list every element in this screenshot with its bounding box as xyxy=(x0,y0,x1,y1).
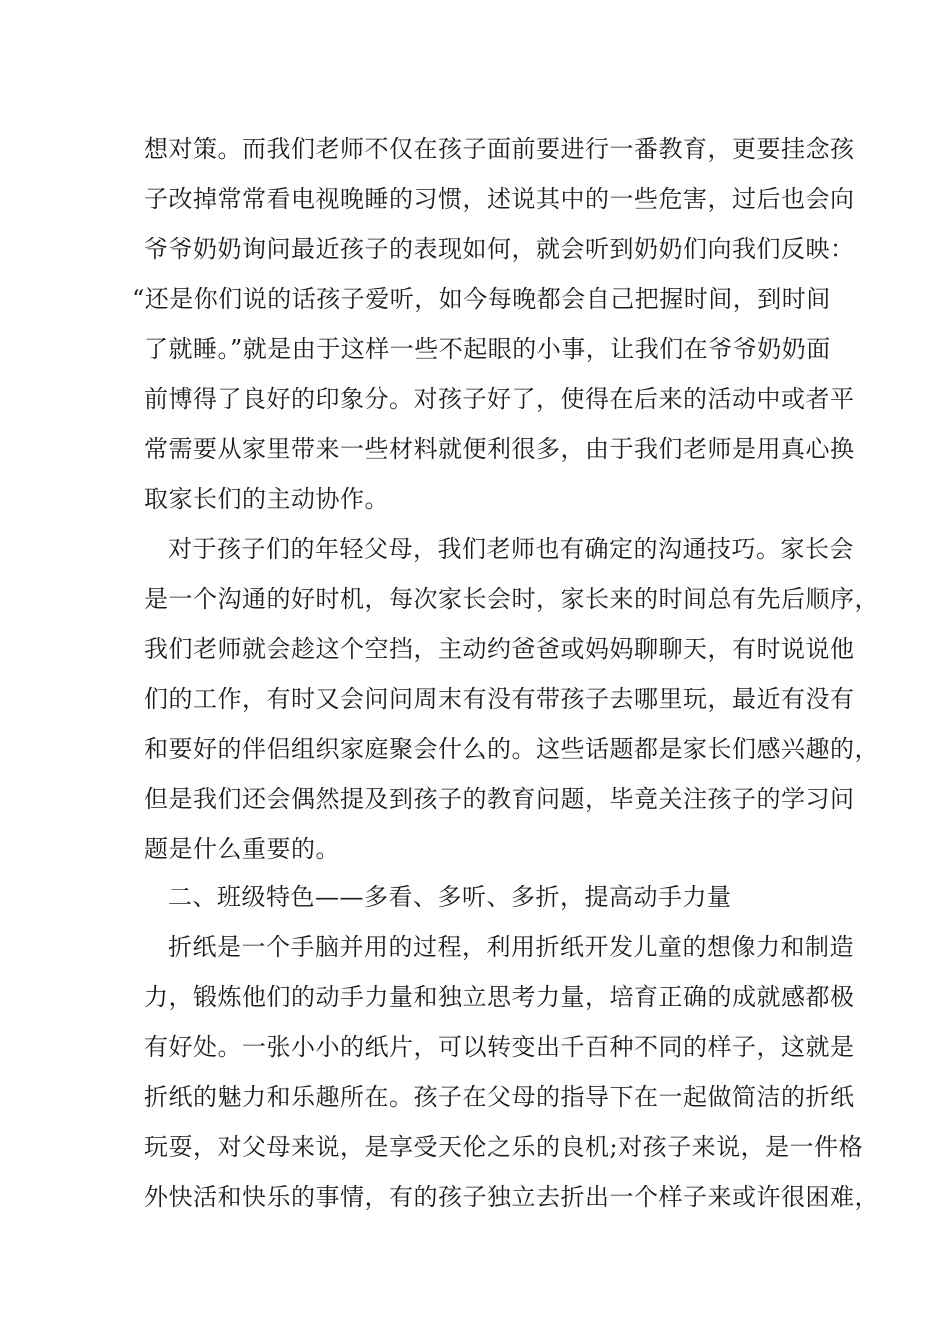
text-line: 想对策。而我们老师不仅在孩子面前要进行一番教育，更要挂念孩 xyxy=(144,135,855,163)
paragraph-first-line: 对于孩子们的年轻父母，我们老师也有确定的沟通技巧。家长会 xyxy=(168,535,854,563)
section-heading: 二、班级特色——多看、多听、多折，提高动手力量 xyxy=(168,883,732,911)
text-line: 但是我们还会偶然提及到孩子的教育问题，毕竟关注孩子的学习问 xyxy=(144,785,855,813)
text-line: 了就睡。”就是由于这样一些不起眼的小事，让我们在爷爷奶奶面 xyxy=(144,335,831,363)
text-line: 题是什么重要的。 xyxy=(144,835,340,863)
text-line: 有好处。一张小小的纸片，可以转变出千百种不同的样子，这就是 xyxy=(144,1033,855,1061)
text-line: “还是你们说的话孩子爱听，如今每晚都会自己把握时间，到时间 xyxy=(132,285,831,313)
text-line: 爷爷奶奶询问最近孩子的表现如何，就会听到奶奶们向我们反映： xyxy=(144,235,855,263)
text-line: 子改掉常常看电视晚睡的习惯，述说其中的一些危害，过后也会向 xyxy=(144,185,855,213)
text-line: 们的工作，有时又会问问周末有没有带孩子去哪里玩，最近有没有 xyxy=(144,685,855,713)
text-line: 我们老师就会趁这个空挡，主动约爸爸或妈妈聊聊天，有时说说他 xyxy=(144,635,855,663)
text-line: 外快活和快乐的事情，有的孩子独立去折出一个样子来或许很困难， xyxy=(144,1183,879,1211)
text-line: 和要好的伴侣组织家庭聚会什么的。这些话题都是家长们感兴趣的， xyxy=(144,735,879,763)
text-line: 玩耍，对父母来说，是享受天伦之乐的良机;对孩子来说，是一件格 xyxy=(144,1133,864,1161)
paragraph-first-line: 折纸是一个手脑并用的过程，利用折纸开发儿童的想像力和制造 xyxy=(168,933,854,961)
text-line: 折纸的魅力和乐趣所在。孩子在父母的指导下在一起做简洁的折纸 xyxy=(144,1083,855,1111)
text-line: 力，锻炼他们的动手力量和独立思考力量，培育正确的成就感都极 xyxy=(144,983,855,1011)
text-line: 是一个沟通的好时机，每次家长会时，家长来的时间总有先后顺序， xyxy=(144,585,879,613)
text-line: 前博得了良好的印象分。对孩子好了，使得在后来的活动中或者平 xyxy=(144,385,855,413)
text-line: 常需要从家里带来一些材料就便利很多，由于我们老师是用真心换 xyxy=(144,435,855,463)
text-line: 取家长们的主动协作。 xyxy=(144,485,389,513)
